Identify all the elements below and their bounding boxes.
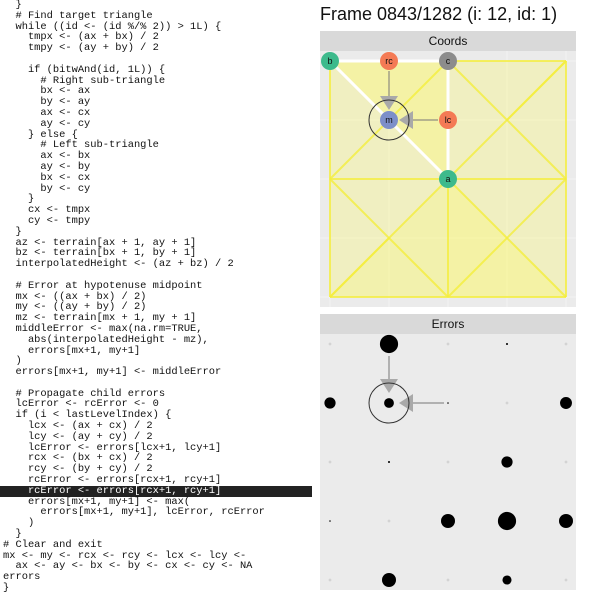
error-dot bbox=[501, 456, 512, 467]
code-line: errors[mx+1, my+1] <- middleError bbox=[3, 366, 222, 379]
error-dot bbox=[447, 402, 449, 404]
coord-point-label: rc bbox=[385, 56, 393, 66]
code-line: } bbox=[3, 582, 10, 595]
errors-plot bbox=[320, 334, 576, 590]
error-dot bbox=[384, 398, 394, 408]
errors-panel bbox=[320, 334, 576, 590]
code-line: cy <- tmpy bbox=[3, 214, 91, 227]
code-line: errors[mx+1, my+1] <- max( bbox=[3, 495, 191, 508]
error-dot bbox=[559, 514, 573, 528]
coord-point bbox=[321, 52, 339, 70]
code-line: az <- terrain[ax + 1, ay + 1] bbox=[3, 236, 197, 249]
arrowhead bbox=[380, 379, 398, 393]
coord-point bbox=[380, 52, 398, 70]
coord-point bbox=[439, 52, 457, 70]
code-line: lcError <- rcError <- 0 bbox=[3, 398, 159, 411]
code-line: ay <- cy bbox=[3, 117, 91, 130]
code-line: # Clear and exit bbox=[3, 538, 103, 551]
coords-panel-header: Coords bbox=[320, 31, 576, 51]
code-line: } bbox=[3, 528, 22, 541]
code-line: by <- ay bbox=[3, 96, 91, 109]
error-dot bbox=[502, 575, 511, 584]
code-line: bx <- cx bbox=[3, 171, 91, 184]
code-line: errors[mx+1, my+1] bbox=[3, 344, 141, 357]
code-line: # Right sub-triangle bbox=[3, 74, 166, 87]
code-line: my <- ((ay + by) / 2) bbox=[3, 301, 147, 314]
error-dot bbox=[329, 520, 331, 522]
code-line: by <- cy bbox=[3, 182, 91, 195]
code-line-highlighted: rcError <- errors[rcx+1, rcy+1] bbox=[0, 486, 312, 497]
code-line: middleError <- max(na.rm=TRUE, bbox=[3, 322, 203, 335]
coord-point-label: c bbox=[445, 56, 451, 66]
code-line: mx <- my <- rcx <- rcy <- lcx <- lcy <- bbox=[3, 549, 247, 562]
code-line: rcx <- (bx + cx) / 2 bbox=[3, 452, 153, 465]
error-dot bbox=[324, 397, 335, 408]
coords-plot bbox=[320, 51, 576, 307]
code-line: ) bbox=[3, 355, 22, 368]
code-line: } bbox=[3, 0, 22, 11]
code-line: tmpx <- (ax + bx) / 2 bbox=[3, 31, 159, 44]
error-dot bbox=[388, 461, 390, 463]
error-dot bbox=[382, 573, 396, 587]
code-line: lcError <- errors[lcx+1, lcy+1] bbox=[3, 441, 222, 454]
code-line: bz <- terrain[bx + 1, by + 1] bbox=[3, 247, 197, 260]
code-line: } else { bbox=[3, 128, 78, 141]
code-line: tmpy <- (ay + by) / 2 bbox=[3, 42, 159, 55]
code-line: # Find target triangle bbox=[3, 9, 153, 22]
coord-point-label: m bbox=[385, 115, 393, 125]
coords-panel bbox=[320, 51, 576, 307]
code-line: ax <- bx bbox=[3, 150, 91, 163]
code-line: } bbox=[3, 225, 22, 238]
arrowhead bbox=[399, 394, 413, 412]
code-line: errors[mx+1, my+1], lcError, rcError bbox=[3, 506, 265, 519]
code-line: ax <- cx bbox=[3, 106, 91, 119]
code-line: } bbox=[3, 193, 35, 206]
coord-point-label: b bbox=[327, 56, 333, 66]
error-dot bbox=[441, 514, 455, 528]
code-line: # Error at hypotenuse midpoint bbox=[3, 279, 203, 292]
code-line: rcError <- errors[rcx+1, rcy+1] bbox=[3, 474, 222, 487]
code-line: mz <- terrain[mx + 1, my + 1] bbox=[3, 312, 197, 325]
error-dot bbox=[498, 512, 516, 530]
code-line: while ((id <- (id %/% 2)) > 1L) { bbox=[3, 20, 222, 33]
error-dot bbox=[560, 397, 572, 409]
errors-panel-header: Errors bbox=[320, 314, 576, 334]
code-line: cx <- tmpx bbox=[3, 204, 91, 217]
code-line: bx <- ax bbox=[3, 85, 91, 98]
coord-point bbox=[380, 111, 398, 129]
code-line: abs(interpolatedHeight - mz), bbox=[3, 333, 209, 346]
code-line: # Propagate child errors bbox=[3, 387, 166, 400]
code-line: if (bitwAnd(id, 1L)) { bbox=[3, 63, 166, 76]
code-line: interpolatedHeight <- (az + bz) / 2 bbox=[3, 258, 234, 271]
coord-point bbox=[439, 111, 457, 129]
code-line: ) bbox=[3, 517, 35, 530]
coord-point-label: a bbox=[445, 174, 451, 184]
error-dot bbox=[506, 343, 508, 345]
code-line: lcx <- (ax + cx) / 2 bbox=[3, 420, 153, 433]
coord-point bbox=[439, 170, 457, 188]
code-line: ax <- ay <- bx <- by <- cx <- cy <- NA bbox=[3, 560, 253, 573]
code-line: ay <- by bbox=[3, 160, 91, 173]
code-line: if (i < lastLevelIndex) { bbox=[3, 409, 172, 422]
code-line: mx <- ((ax + bx) / 2) bbox=[3, 290, 147, 303]
code-line: # Left sub-triangle bbox=[3, 139, 159, 152]
frame-title: Frame 0843/1282 (i: 12, id: 1) bbox=[320, 4, 558, 24]
code-line: lcy <- (ay + cy) / 2 bbox=[3, 430, 153, 443]
code-line: rcy <- (by + cy) / 2 bbox=[3, 463, 153, 476]
error-dot bbox=[380, 335, 398, 353]
coord-point-label: lc bbox=[444, 115, 452, 125]
code-line: errors bbox=[3, 571, 41, 584]
